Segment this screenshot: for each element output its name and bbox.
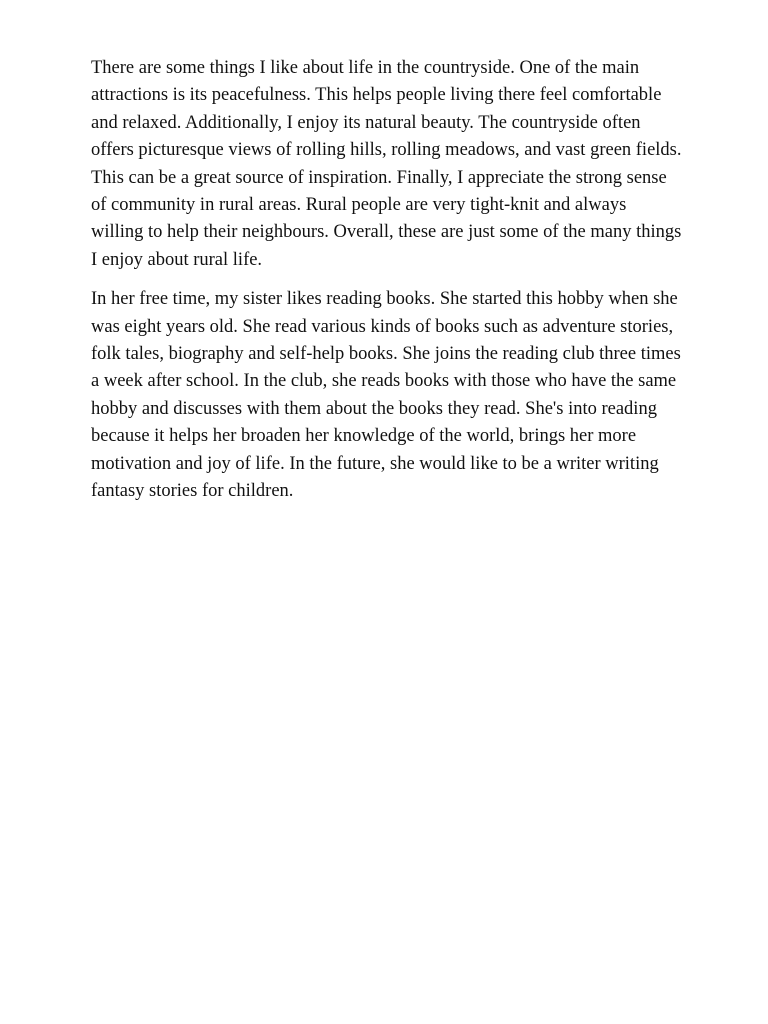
paragraph-countryside: There are some things I like about life in the countryside. One of the main attractions is its peacefulness. This helps people living there feel comfortable and relaxed. Additionally, I enjoy its natural beauty. The countryside often offers picturesque views of rolling hills, rolling meadows, and vast green fields. This can be a great source of inspiration. Finally, I appreciate the strong sense of community in rural areas. Rural people are very tight-knit and always willing to help their neighbours. Overall, these are just some of the many things I enjoy about rural life. bbox=[91, 58, 682, 270]
paragraph-sister-reading: In her free time, my sister likes reading books. She started this hobby when she was eight years old. She read various kinds of books such as adventure stories, folk tales, biography and self-help books. She joins the reading club three times a week after school. In the club, she reads books with those who have the same hobby and discusses with them about the books they read. She's into reading because it helps her broaden her knowledge of the world, brings her more motivation and joy of life. In the future, she would like to be a writer writing fantasy stories for children. bbox=[91, 289, 681, 502]
document-body bbox=[91, 55, 683, 518]
